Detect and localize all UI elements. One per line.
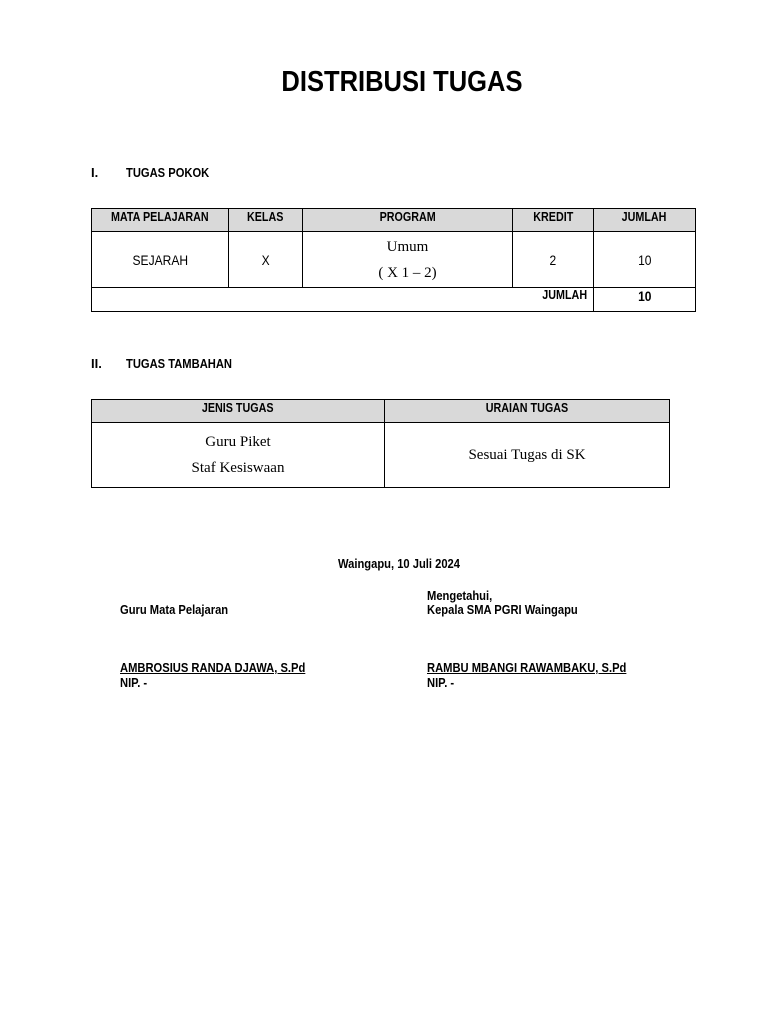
cell-subject: SEJARAH xyxy=(92,232,229,288)
teacher-nip: NIP. - xyxy=(120,675,148,690)
column-header-credit: KREDIT xyxy=(513,209,594,232)
teacher-name: AMBROSIUS RANDA DJAWA, S.Pd xyxy=(120,660,306,675)
column-header-program: PROGRAM xyxy=(303,209,513,232)
column-header-task-type: JENIS TUGAS xyxy=(92,400,385,423)
cell-amount: 10 xyxy=(594,232,696,288)
program-line-2: ( X 1 – 2) xyxy=(378,264,437,281)
table-total-row xyxy=(92,288,696,312)
principal-name: RAMBU MBANGI RAWAMBAKU, S.Pd xyxy=(427,660,627,675)
document-title xyxy=(0,66,768,99)
document-title-text: DISTRIBUSI TUGAS xyxy=(281,66,523,98)
place-date: Waingapu, 10 Juli 2024 xyxy=(338,556,460,571)
total-value: 10 xyxy=(594,288,696,312)
section-2-number: II. xyxy=(91,356,102,371)
teacher-role: Guru Mata Pelajaran xyxy=(120,602,229,617)
table-header-row xyxy=(92,209,696,232)
additional-duties-table xyxy=(91,399,670,488)
table-row xyxy=(92,423,670,488)
cell-task-type xyxy=(92,423,385,488)
column-header-task-description: URAIAN TUGAS xyxy=(385,400,670,423)
table-header-row xyxy=(92,400,670,423)
principal-role: Kepala SMA PGRI Waingapu xyxy=(427,602,578,617)
section-1-number: I. xyxy=(91,165,99,180)
cell-program xyxy=(303,232,513,288)
main-duties-table xyxy=(91,208,696,312)
column-header-amount: JUMLAH xyxy=(594,209,696,232)
cell-task-description: Sesuai Tugas di SK xyxy=(385,423,670,488)
task-line-2: Staf Kesiswaan xyxy=(191,460,285,476)
table-row xyxy=(92,232,696,288)
total-label: JUMLAH xyxy=(92,288,594,312)
principal-nip: NIP. - xyxy=(427,675,455,690)
cell-credit: 2 xyxy=(513,232,594,288)
section-1-title: TUGAS POKOK xyxy=(126,165,210,180)
column-header-subject: MATA PELAJARAN xyxy=(92,209,229,232)
column-header-class: KELAS xyxy=(229,209,303,232)
program-line-1: Umum xyxy=(386,238,429,255)
cell-class: X xyxy=(229,232,303,288)
section-2-title: TUGAS TAMBAHAN xyxy=(126,356,232,371)
task-line-1: Guru Piket xyxy=(205,434,271,450)
acknowledge-label: Mengetahui, xyxy=(427,588,493,603)
